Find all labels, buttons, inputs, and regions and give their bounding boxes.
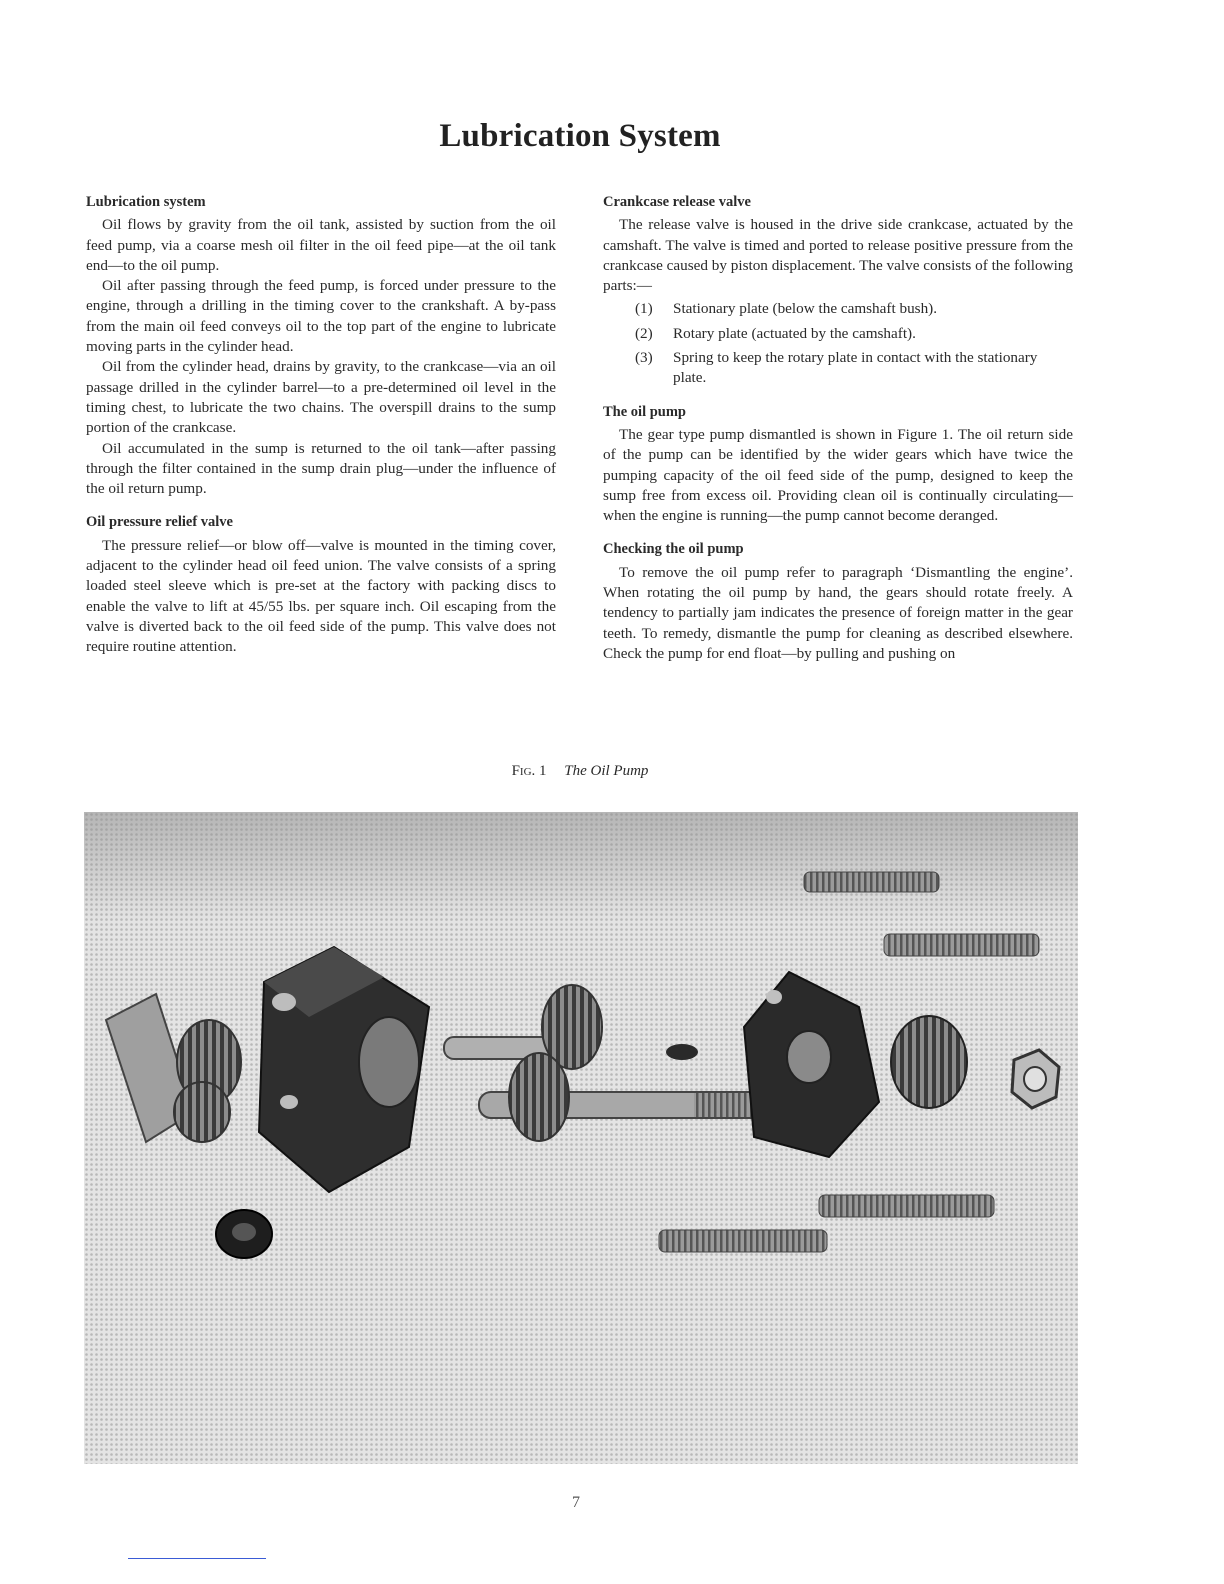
paragraph: The release valve is housed in the drive side crankcase, actuated by the camshaft. The valve is timed and ported to release positive pressure from the crankcase caused by piston displacement. The valve consists of the following parts:— [603,216,1073,295]
paragraph: Oil accumulated in the sump is returned to the oil tank—after passing through the filter contained in the sump drain plug—under the influence of the oil return pump. [86,439,556,498]
packing-disc-center [232,1223,256,1241]
paragraph: To remove the oil pump refer to paragraph ‘Dismantling the engine’. When rotating the oil pump by hand, the gears should rotate freely. A tendency to partially jam indicates the presence of foreign matter in the gear teeth. To remedy, dismantle the pump for cleaning as described elsewhere. Check the pump for end float—by pulling and pushing on [603,563,1073,662]
parts-list [603,299,1073,388]
list-text: Spring to keep the rotary plate in contact with the stationary plate. [673,349,1038,387]
figure-title: The Oil Pump [564,763,649,779]
section-lubrication-system [86,192,556,499]
paragraph: Oil after passing through the feed pump, is forced under pressure to the engine, through a drilling in the timing cover to the crankshaft. A by-pass from the main oil feed conveys oil to the top part of the engine to lubricate moving parts in the cylinder head. [86,277,556,356]
pump-cover-bore [787,1031,831,1083]
pump-cover-hole [766,990,782,1004]
page-number: 7 [572,1494,580,1511]
photo-top-shade [84,812,1078,922]
small-gear-bottom [174,1082,230,1142]
section-checking-the-oil-pump [603,539,1073,664]
hex-nut-hole [1024,1067,1046,1091]
list-text: Rotary plate (actuated by the camshaft). [673,324,916,342]
figure-caption [0,763,1160,780]
list-item [635,348,1073,389]
list-number: (1) [635,300,653,318]
paragraph: Oil flows by gravity from the oil tank, assisted by suction from the oil feed pump, via a coarse mesh oil filter in the oil feed pipe—at the oil tank end—to the oil pump. [86,216,556,274]
section-heading: Oil pressure relief valve [86,514,233,531]
section-crankcase-release-valve [603,192,1073,389]
section-heading: Checking the oil pump [603,541,744,558]
screw-4 [659,1230,827,1252]
left-column [86,192,556,671]
screw-2 [884,934,1039,956]
figure-label: Fig. 1 [511,763,547,779]
gear-lower [509,1053,569,1141]
bottom-rule [128,1558,266,1559]
list-item [635,324,1073,344]
paragraph: Oil from the cylinder head, drains by gravity, to the crankcase—via an oil passage drilled in the cylinder barrel—to a pre-determined oil level in the timing chest, to lubricate the two chains. The overspill drains to the sump portion of the crankcase. [86,358,556,437]
oil-pump-photo [84,812,1078,1464]
oil-pump-illustration [84,812,1078,1464]
list-number: (2) [635,324,653,342]
list-item [635,299,1073,319]
section-the-oil-pump [603,402,1073,527]
section-oil-pressure-relief-valve [86,512,556,657]
pump-body-port [272,993,296,1011]
right-column [603,192,1073,677]
large-gear [891,1016,967,1108]
worm-thread [694,1093,759,1117]
list-text: Stationary plate (below the camshaft bush). [673,300,938,318]
list-number: (3) [635,349,653,367]
section-heading: Lubrication system [86,194,206,210]
page-title: Lubrication System [439,118,721,154]
pump-body-hole [280,1095,298,1109]
section-heading: The oil pump [603,403,686,420]
screw-3 [819,1195,994,1217]
pump-body-bore [359,1017,419,1107]
woodruff-key [666,1044,698,1060]
section-heading: Crankcase release valve [603,194,751,210]
paragraph: The gear type pump dismantled is shown in Figure 1. The oil return side of the pump can be identified by the wider gears which have twice the pumping capacity of the oil feed side of the pump, designed to keep the sump free from excess oil. Providing clean oil is continually circulating—when the engine is running—the pump cannot become deranged. [603,425,1073,525]
screw-1 [804,872,939,892]
paragraph: The pressure relief—or blow off—valve is mounted in the timing cover, adjacent to the cylinder head oil feed union. The valve consists of a spring loaded steel sleeve which is pre-set at the factory with packing discs to enable the valve to lift at 45/55 lbs. per square inch. Oil escaping from the valve is diverted back to the oil feed side of the pump. This valve does not require routine attention. [86,536,556,656]
